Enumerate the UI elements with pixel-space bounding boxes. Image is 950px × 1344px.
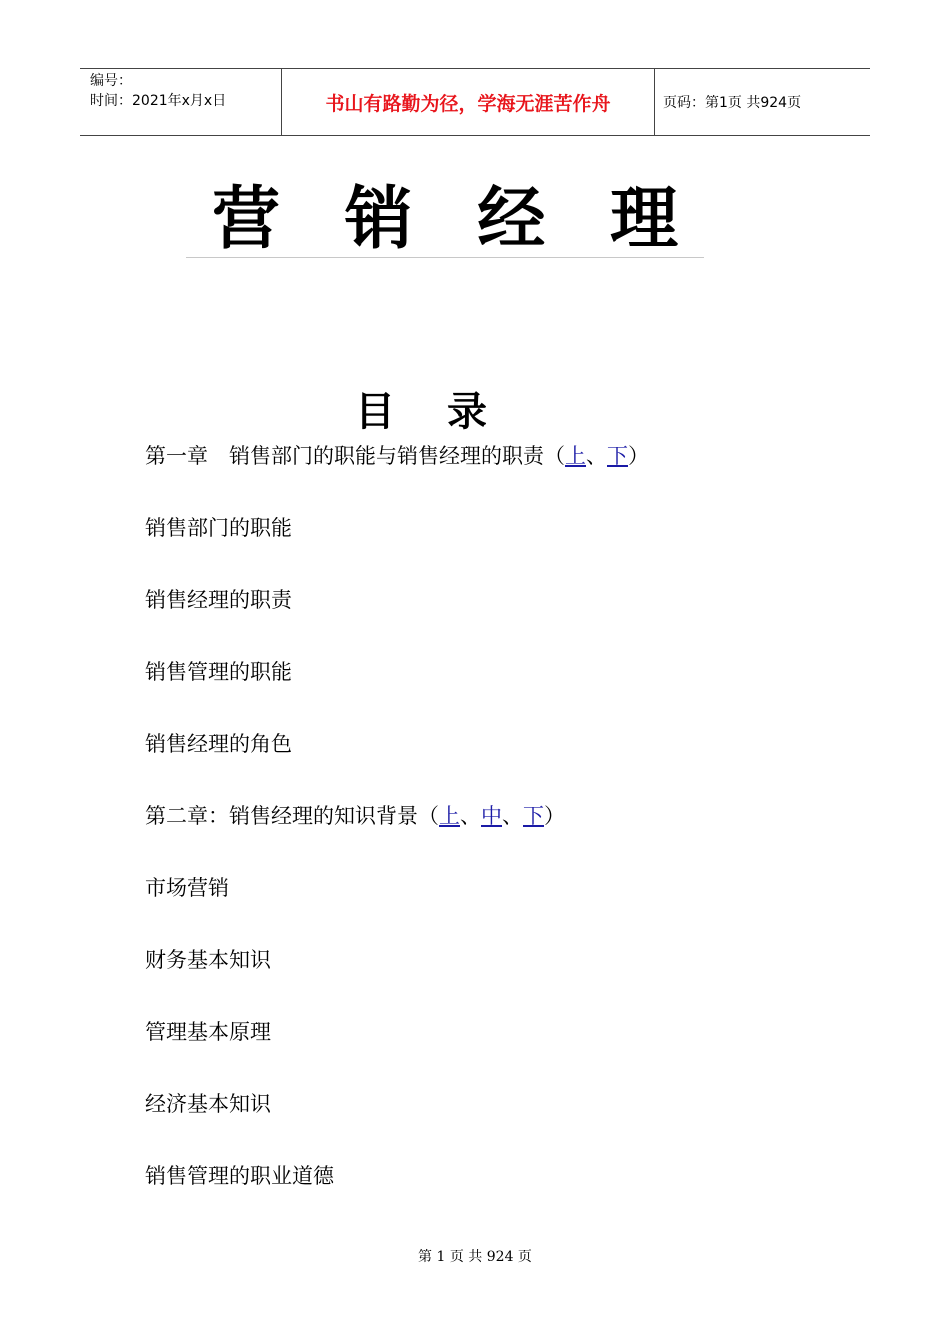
toc-item-text: 管理基本原理 — [145, 1020, 271, 1044]
document-title — [186, 170, 704, 258]
toc-link[interactable]: 下 — [607, 444, 628, 468]
toc-link[interactable]: 上 — [565, 444, 586, 468]
toc-heading: 目录 — [355, 388, 539, 435]
toc-item-text: 销售管理的职业道德 — [145, 1164, 334, 1188]
toc-item — [145, 1158, 649, 1230]
title-char: 营 — [212, 180, 281, 259]
date-label: 时间：2021年x月x日 — [90, 93, 227, 109]
toc-item-suffix: ） — [544, 804, 565, 828]
number-label: 编号： — [90, 73, 132, 89]
page-footer: 第 1 页 共 924 页 — [418, 1249, 532, 1265]
title-char: 销 — [344, 180, 413, 259]
toc-item — [145, 1086, 649, 1158]
toc-link[interactable]: 上 — [439, 804, 460, 828]
toc-item — [145, 654, 649, 726]
toc-item-text: 经济基本知识 — [145, 1092, 271, 1116]
header-meta — [80, 69, 282, 135]
toc-item-text: 第一章 销售部门的职能与销售经理的职责（ — [145, 444, 565, 468]
toc-item-text: 第二章：销售经理的知识背景（ — [145, 804, 439, 828]
toc-item-text: 市场营销 — [145, 876, 229, 900]
toc-item-text: 财务基本知识 — [145, 948, 271, 972]
toc-item — [145, 1014, 649, 1086]
toc-list — [145, 438, 649, 1230]
title-char: 经 — [477, 180, 546, 259]
toc-item — [145, 510, 649, 582]
title-char: 理 — [609, 180, 678, 259]
header-motto: 书山有路勤为径，学海无涯苦作舟 — [282, 69, 655, 135]
toc-item — [145, 582, 649, 654]
page-header — [80, 68, 870, 136]
toc-item: 第一章 销售部门的职能与销售经理的职责（上、下） — [145, 444, 649, 468]
toc-link[interactable]: 下 — [523, 804, 544, 828]
toc-item — [145, 726, 649, 798]
toc-item-text: 销售管理的职能 — [145, 660, 292, 684]
toc-item — [145, 870, 649, 942]
toc-item: 第二章：销售经理的知识背景（上、中、下） — [145, 804, 565, 828]
toc-item-suffix: ） — [628, 444, 649, 468]
toc-item-text: 销售经理的职责 — [145, 588, 292, 612]
toc-item-text: 销售经理的角色 — [145, 732, 292, 756]
toc-item-text: 销售部门的职能 — [145, 516, 292, 540]
toc-item — [145, 942, 649, 1014]
toc-link[interactable]: 中 — [481, 804, 502, 828]
header-page-info: 页码：第1页 共924页 — [663, 95, 802, 111]
